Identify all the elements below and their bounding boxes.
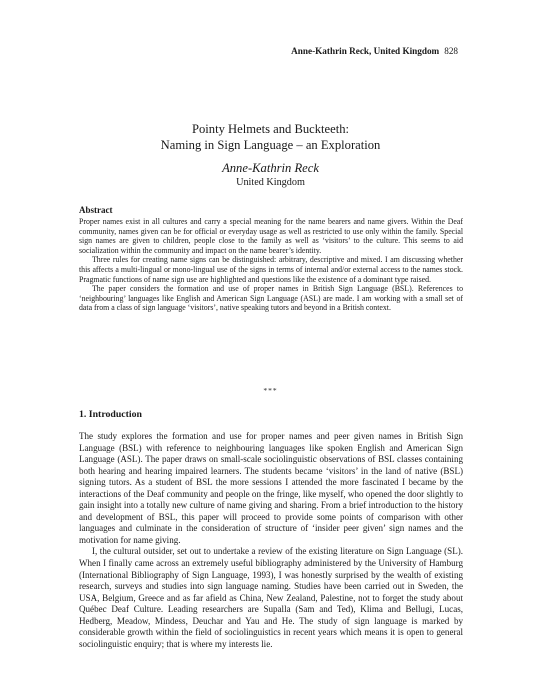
running-title: Anne-Kathrin Reck, United Kingdom [291, 46, 440, 56]
abstract-paragraph-2: Three rules for creating name signs can be distinguished: arbitrary, descriptive and mixed. I am discussing whether this affects a multi-lingual or mono-lingual use of the signs in terms of internal and/or external access to the names stock. Pragmatic functions of name sign use are highlighted and questions like the existence of a dominant type raised. [79, 255, 463, 284]
intro-paragraph-2: I, the cultural outsider, set out to undertake a review of the existing literature on Sign Language (SL). When I finally came across an extremely useful bibliography administered by the University of Hamburg (International Bibliography of Sign Language, 1993), I was honestly surprised by the wealth of existing research, surveys and studies into sign language naming. Studies have been carried out in Sweden, the USA, Belgium, Greece and as far afield as China, New Zealand, Palestine, not to forget the study about Québec Deaf Culture. Leading researchers are Supalla (Sam and Ted), Klima and Bellugi, Lucas, Hedberg, Meadow, Mindess, Deuchar and Yau and He. The study of sign language is marked by considerable growth within the field of sociolinguistics in recent years which means it is open to general sociolinguistic enquiry; that is where my interests lie. [79, 546, 463, 649]
introduction-heading: 1. Introduction [79, 409, 142, 420]
title-block [0, 121, 541, 189]
paper-title-line-1: Pointy Helmets and Buckteeth: [191, 122, 350, 136]
introduction-body [79, 431, 463, 650]
page-number: 828 [444, 46, 458, 56]
abstract-body [79, 217, 463, 313]
abstract-heading: Abstract [79, 205, 113, 215]
intro-paragraph-1: The study explores the formation and use for proper names and peer given names in British Sign Language (BSL) with reference to neighbouring languages like spoken English and American Sign Language (ASL). The paper draws on small-scale sociolinguistic observations of BSL classes containing both hearing and hearing impaired learners. The students became ‘visitors’ in the land of native (BSL) signing tutors. As a student of BSL the more sessions I attended the more fascinated I became by the interactions of the Deaf community and people on the fringe, like myself, who opened the door slightly to gain insight into a totally new culture of name giving and sharing. From a brief introduction to the history and development of BSL, this paper will proceed to provide some points of comparison with other languages and culminate in the consideration of structure of ‘insider peer given’ sign names and the motivation for name giving. [79, 431, 463, 545]
section-separator: *** [263, 386, 278, 395]
running-header [291, 46, 458, 56]
abstract-paragraph-1: Proper names exist in all cultures and carry a special meaning for the name bearers and name givers. Within the Deaf community, names given can be for official or everyday usage as well as restricted to use only within the family. Special sign names are given to children, people close to the family as well as ‘visitors’ to the culture. This seems to aid socialization within the community and impact on the name bearer’s identity. [79, 217, 463, 255]
paper-title-line-2: Naming in Sign Language – an Exploration [160, 138, 381, 152]
abstract-paragraph-3: The paper considers the formation and use of proper names in British Sign Language (BSL). References to ‘neighbouring’ languages like English and American Sign Language (ASL) are made. I am working with a small set of data from a class of sign language ‘visitors’, native speaking tutors and beyond in a British context. [79, 284, 463, 313]
author-affiliation: United Kingdom [236, 177, 305, 188]
author-name: Anne-Kathrin Reck [222, 161, 319, 175]
